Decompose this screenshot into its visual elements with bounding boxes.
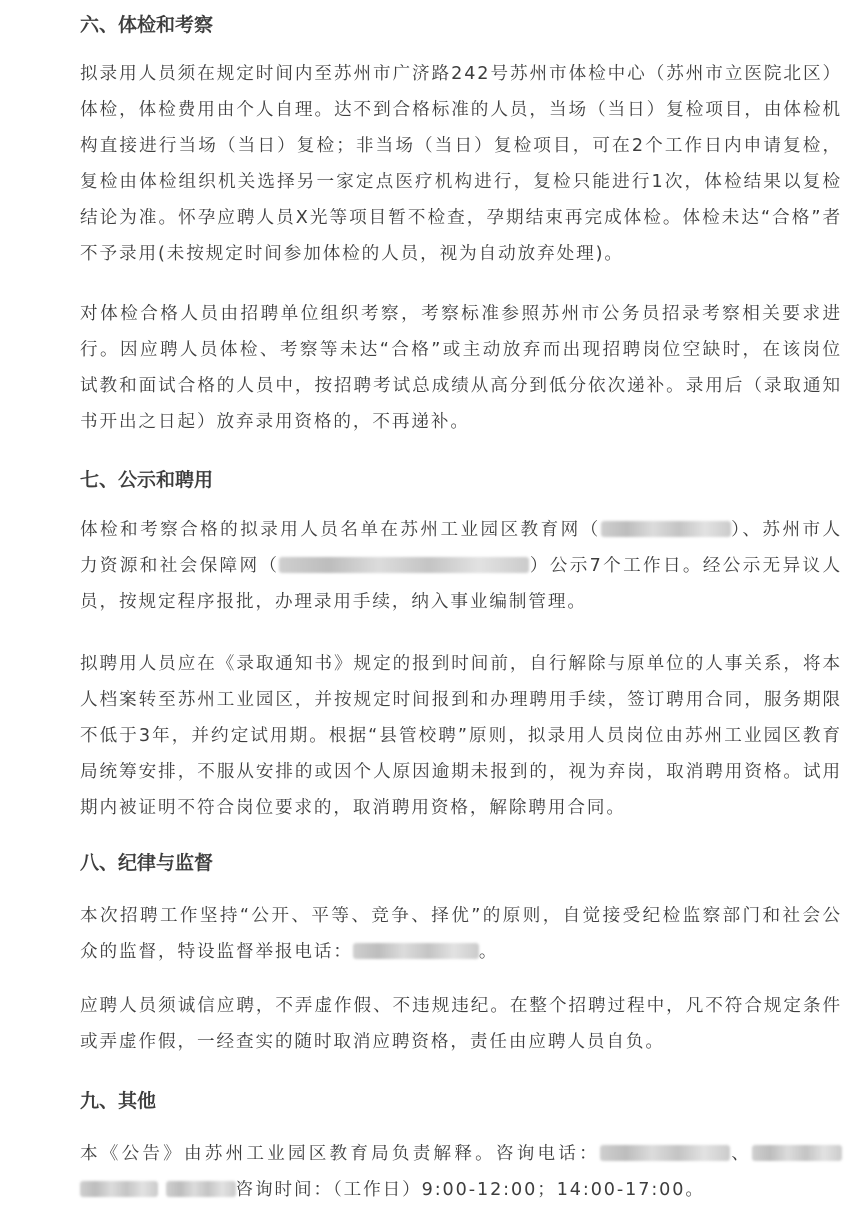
redacted-url-2 [279,557,529,573]
section-6-paragraph-1: 拟录用人员须在规定时间内至苏州市广济路242号苏州市体检中心（苏州市立医院北区）体检，体检费用由个人自理。达不到合格标准的人员，当场（当日）复检项目，由体检机构直接进行当场（当日）复检；非当场（当日）复检项目，可在2个工作日内申请复检，复检由体检组织机关选择另一家定点医疗机构进行，复检只能进行1次，体检结果以复检结论为准。怀孕应聘人员X光等项目暂不检查，孕期结束再完成体检。体检未达“合格”者不予录用(未按规定时间参加体检的人员，视为自动放弃处理)。 [80,64,842,264]
redacted-url-1 [601,521,731,537]
section-7-p1-text-b: ）、苏州市人力资源和社会保障网（ [80,520,842,576]
section-9-heading: 九、其他 [80,1090,157,1112]
redacted-phone-1 [600,1145,730,1161]
section-9-p1-text-c: 咨询时间：（工作日）9:00-12:00；14:00-17:00。 [235,1180,705,1200]
section-7-heading: 七、公示和聘用 [80,469,214,491]
redacted-phone-2 [752,1145,842,1161]
redacted-phone-4 [166,1181,236,1197]
section-9-p1-text-a: 本《公告》由苏州工业园区教育局负责解释。咨询电话： [80,1144,600,1164]
section-7-p1-text-c: ）公示7个工作日。经公示无异议人员，按规定程序报批，办理录用手续，纳入事业编制管理。 [80,556,842,612]
redacted-phone-3 [80,1181,158,1197]
section-7-paragraph-1 [40,512,842,620]
section-8-p1-text-b: 。 [478,942,499,962]
redacted-phone [353,943,479,959]
section-8-paragraph-2: 应聘人员须诚信应聘，不弄虚作假、不违规违纪。在整个招聘过程中，凡不符合规定条件或弄虚作假，一经查实的随时取消应聘资格，责任由应聘人员自负。 [80,996,842,1052]
section-9-paragraph-1 [40,1136,842,1208]
section-8-p1-text-a: 本次招聘工作坚持“公开、平等、竞争、择优”的原则，自觉接受纪检监察部门和社会公众的监督，特设监督举报电话： [80,906,842,962]
section-9-p1-text-b: 、 [729,1144,752,1164]
section-6-heading: 六、体检和考察 [80,14,214,36]
section-8-paragraph-1 [40,898,842,970]
section-6-paragraph-2: 对体检合格人员由招聘单位组织考察，考察标准参照苏州市公务员招录考察相关要求进行。因应聘人员体检、考察等未达“合格”或主动放弃而出现招聘岗位空缺时，在该岗位试教和面试合格的人员中，按招聘考试总成绩从高分到低分依次递补。录用后（录取通知书开出之日起）放弃录用资格的，不再递补。 [80,304,842,432]
section-8-heading: 八、纪律与监督 [80,852,214,874]
section-7-paragraph-2: 拟聘用人员应在《录取通知书》规定的报到时间前，自行解除与原单位的人事关系，将本人档案转至苏州工业园区，并按规定时间报到和办理聘用手续，签订聘用合同，服务期限不低于3年，并约定试用期。根据“县管校聘”原则，拟录用人员岗位由苏州工业园区教育局统筹安排，不服从安排的或因个人原因逾期未报到的，视为弃岗，取消聘用资格。试用期内被证明不符合岗位要求的，取消聘用资格，解除聘用合同。 [80,654,842,818]
section-7-p1-text-a: 体检和考察合格的拟录用人员名单在苏州工业园区教育网（ [80,520,601,540]
